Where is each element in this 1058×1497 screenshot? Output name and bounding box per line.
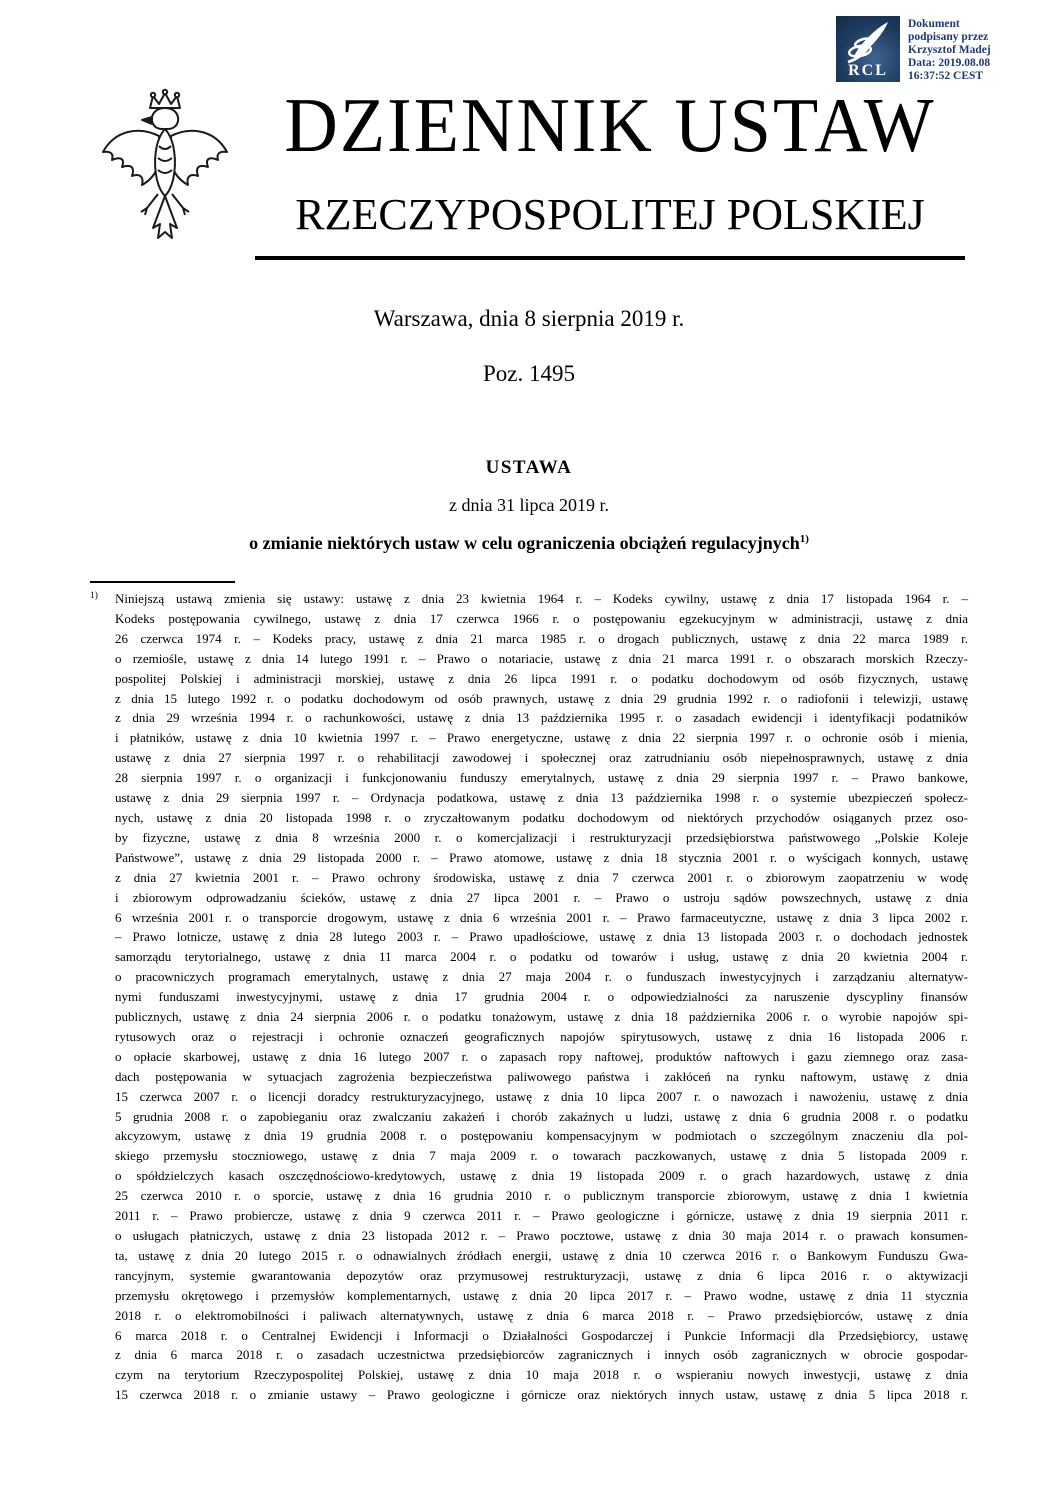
act-type-heading: USTAWA [485, 457, 573, 478]
journal-title: DZIENNIK USTAW [284, 83, 936, 169]
footnote-line: publicznych, ustawę z dnia 24 sierpnia 2006 r. o podatku tonażowym, ustawę z dnia 18 października 2006 r. o wyrobie napojów spi- [115, 1009, 968, 1025]
footnote-line: – Prawo lotnicze, ustawę z dnia 28 lutego 2003 r. – Prawo upadłościowe, ustawę z dnia 13 listopada 2003 r. o dochodach jednostek [115, 929, 968, 945]
footnote-line: dach postępowania w sytuacjach zagrożenia bezpieczeństwa paliwowego państwa i zakłóceń na rynku naftowym, ustawę z dnia [115, 1068, 968, 1084]
issue-place-date: Warszawa, dnia 8 sierpnia 2019 r. [373, 306, 685, 331]
footnote-line: 2018 r. o elektromobilności i paliwach alternatywnych, ustawę z dnia 6 marca 2018 r. – Prawo przedsiębiorców, ustawę z dnia [115, 1307, 968, 1323]
footnote-line: o opłacie skarbowej, ustawę z dnia 16 lutego 2007 r. o zapasach ropy naftowej, produktów naftowych i gazu ziemnego oraz zasa- [115, 1048, 968, 1064]
footnote-line: z dnia 29 września 1994 r. o rachunkowości, ustawę z dnia 13 października 1995 r. o zasadach ewidencji i identyfikacji podatników [115, 710, 968, 726]
footnote-line: ustawę z dnia 27 sierpnia 1997 r. o rehabilitacji zawodowej i społecznej oraz zatrudnianiu osób niepełnosprawnych, ustawę z dnia [115, 750, 968, 766]
act-title-text: o zmianie niektórych ustaw w celu ograniczenia obciążeń regulacyjnych [249, 533, 800, 553]
rcl-logo [836, 16, 900, 82]
masthead [95, 83, 1058, 260]
footnote [90, 589, 968, 1405]
footnote-line: 6 marca 2018 r. o Centralnej Ewidencji i Informacji o Działalności Gospodarczej i Punkcie Informacji dla Przedsiębiorcy, ustawę [115, 1327, 968, 1343]
issue-position: Poz. 1495 [483, 361, 575, 386]
signature-line: Krzysztof Madej [908, 44, 991, 56]
footnote-line: ta, ustawę z dnia 20 lutego 2015 r. o odnawialnych źródłach energii, ustawę z dnia 10 czerwca 2016 r. o Bankowym Funduszu Gwa- [115, 1247, 968, 1263]
footnote-line: o spółdzielczych kasach oszczędnościowo-kredytowych, ustawę z dnia 19 listopada 2009 r. o grach hazardowych, ustawę z dnia [115, 1168, 968, 1184]
footnote-line: z dnia 6 marca 2018 r. o zasadach uczestnictwa przedsiębiorców zagranicznych i innych osób zagranicznych w obrocie gospodar- [115, 1347, 968, 1363]
footnote-line: 15 czerwca 2007 r. o licencji doradcy restrukturyzacyjnego, ustawę z dnia 10 lipca 2007 r. o nawozach i nawożeniu, ustawę z dnia [115, 1088, 968, 1104]
footnote-line: 25 czerwca 2010 r. o sporcie, ustawę z dnia 16 grudnia 2010 r. o publicznym transporcie zbiorowym, ustawę z dnia 1 kwietnia [115, 1188, 968, 1204]
footnote-line: o usługach płatniczych, ustawę z dnia 23 listopada 2012 r. – Prawo pocztowe, ustawę z dnia 30 maja 2014 r. o prawach konsumen- [115, 1228, 968, 1243]
act-title [0, 533, 1058, 554]
footnote-line: czym na terytorium Rzeczypospolitej Polskiej, ustawę z dnia 10 maja 2018 r. o wspieraniu nowych inwestycji, ustawę z dnia [115, 1367, 968, 1383]
footnote-line: przemysłu okrętowego i przemysłów komplementarnych, ustawę z dnia 20 lipca 2017 r. – Prawo wodne, ustawę z dnia 11 stycznia [115, 1287, 968, 1303]
footnote-line: 26 czerwca 1974 r. – Kodeks pracy, ustawę z dnia 21 marca 1985 r. o drogach publicznych, ustawę z dnia 22 marca 1989 r. [115, 630, 968, 646]
footnote-line: ustawę z dnia 29 sierpnia 1997 r. – Ordynacja podatkowa, ustawę z dnia 13 października 1998 r. o systemie ubezpieczeń społecz- [115, 790, 968, 806]
footnote-line: pospolitej Polskiej i administracji morskiej, ustawę z dnia 26 lipca 1991 r. o podatku dochodowym od osób fizycznych, ustawę [115, 670, 968, 686]
footnote-line: i zbiorowym odprowadzaniu ścieków, ustawę z dnia 27 lipca 2001 r. – Prawo o ustroju sądów powszechnych, ustawę z dnia [115, 889, 968, 905]
footnote-line: nymi funduszami inwestycyjnymi, ustawę z dnia 17 grudnia 2004 r. o odpowiedzialności za naruszenie dyscypliny finansów [115, 989, 968, 1005]
footnote-line: Kodeks postępowania cywilnego, ustawę z dnia 17 czerwca 1966 r. o postępowaniu egzekucyjnym w administracji, ustawę z dnia [115, 610, 968, 626]
footnote-line: skiego przemysłu stoczniowego, ustawę z dnia 7 maja 2009 r. o towarach paczkowanych, ustawę z dnia 5 listopada 2009 r. [115, 1148, 968, 1164]
footnote-line: 15 czerwca 2018 r. o zmianie ustawy – Prawo geologiczne i górnicze oraz niektórych innych ustaw, ustawę z dnia 5 lipca 2018 r. [115, 1387, 968, 1403]
footnote-line: o rzemiośle, ustawę z dnia 14 lutego 1991 r. – Prawo o notariacie, ustawę z dnia 21 marca 1991 r. o obszarach morskich Rzeczy- [115, 650, 968, 666]
footnote-line: nych, ustawę z dnia 20 listopada 1998 r. o zryczałtowanym podatku dochodowym od niektórych przychodów osiąganych przez oso- [115, 809, 968, 825]
signature-stamp [836, 16, 991, 83]
signature-line: podpisany przez [908, 31, 989, 43]
footnote-separator [90, 581, 235, 583]
footnote-line: o pracowniczych programach emerytalnych, ustawę z dnia 27 maja 2004 r. o funduszach inwestycyjnych i zarządzaniu alternatyw- [115, 969, 968, 985]
footnote-line: z dnia 27 kwietnia 2001 r. – Prawo ochrony środowiska, ustawę z dnia 7 czerwca 2001 r. o zbiorowym zaopatrzeniu w wodę [115, 869, 968, 885]
footnote-line: rancyjnym, systemie gwarantowania depozytów oraz przymusowej restrukturyzacji, ustawę z dnia 6 lipca 2016 r. o aktywizacji [115, 1267, 968, 1283]
footnote-line: z dnia 15 lutego 1992 r. o podatku dochodowym od osób prawnych, ustawę z dnia 29 grudnia 1992 r. o radiofonii i telewizji, ustawę [115, 690, 968, 706]
footnote-marker: 1) [90, 591, 98, 601]
signature-line: 16:37:52 CEST [908, 70, 984, 82]
journal-subtitle: RZECZYPOSPOLITEJ POLSKIEJ [295, 190, 925, 239]
masthead-rule [255, 256, 965, 260]
footnote-line: samorządu terytorialnego, ustawę z dnia 11 marca 2004 r. o podatku od towarów i usług, ustawę z dnia 20 kwietnia 2004 r. [115, 949, 968, 965]
rcl-logo-text: RCL [848, 62, 888, 79]
footnote-line: i płatników, ustawę z dnia 10 kwietnia 1997 r. – Prawo energetyczne, ustawę z dnia 22 sierpnia 1997 r. o ochronie osób i mienia, [115, 730, 968, 746]
journal-titles [255, 83, 965, 260]
quill-icon [842, 18, 894, 64]
footnote-line: 6 września 2001 r. o transporcie drogowym, ustawę z dnia 6 września 2001 r. – Prawo farmaceutyczne, ustawę z dnia 3 lipca 2002 r. [115, 909, 968, 925]
signature-line: Data: 2019.08.08 [908, 57, 991, 69]
footnote-line: 2011 r. – Prawo probiercze, ustawę z dnia 9 czerwca 2011 r. – Prawo geologiczne i górnicze, ustawę z dnia 19 sierpnia 2011 r. [115, 1208, 968, 1224]
polish-eagle-emblem [95, 88, 235, 250]
signature-info [908, 16, 991, 83]
footnote-line: rytusowych oraz o rejestracji i ochronie oznaczeń geograficznych napojów spirytusowych, ustawę z dnia 16 listopada 2006 r. [115, 1028, 968, 1044]
signature-line: Dokument [908, 18, 960, 30]
act-date: z dnia 31 lipca 2019 r. [449, 495, 609, 515]
footnote-line: 5 grudnia 2008 r. o zapobieganiu oraz zwalczaniu zakażeń i chorób zakaźnych u ludzi, ustawę z dnia 6 grudnia 2008 r. o podatku [115, 1108, 968, 1124]
footnote-line: 28 sierpnia 1997 r. o organizacji i funkcjonowaniu funduszy emerytalnych, ustawę z dnia 29 sierpnia 1997 r. – Prawo bankowe, [115, 770, 968, 786]
footnote-line: Niniejszą ustawą zmienia się ustawy: ustawę z dnia 23 kwietnia 1964 r. – Kodeks cywilny, ustawę z dnia 17 listopada 1964 r. – [115, 591, 968, 606]
footnote-line: Państwowe”, ustawę z dnia 29 listopada 2000 r. – Prawo atomowe, ustawę z dnia 18 stycznia 2001 r. o wyścigach konnych, ustawę [115, 849, 968, 865]
footnote-line: akcyzowym, ustawę z dnia 19 grudnia 2008 r. o postępowaniu kompensacyjnym w podmiotach o szczególnym znaczeniu dla pol- [115, 1128, 968, 1144]
footnote-line: by fizyczne, ustawę z dnia 8 września 2000 r. o komercjalizacji i restrukturyzacji przedsiębiorstwa państwowego „Polskie Koleje [115, 829, 968, 845]
footnote-reference: 1) [799, 533, 809, 545]
